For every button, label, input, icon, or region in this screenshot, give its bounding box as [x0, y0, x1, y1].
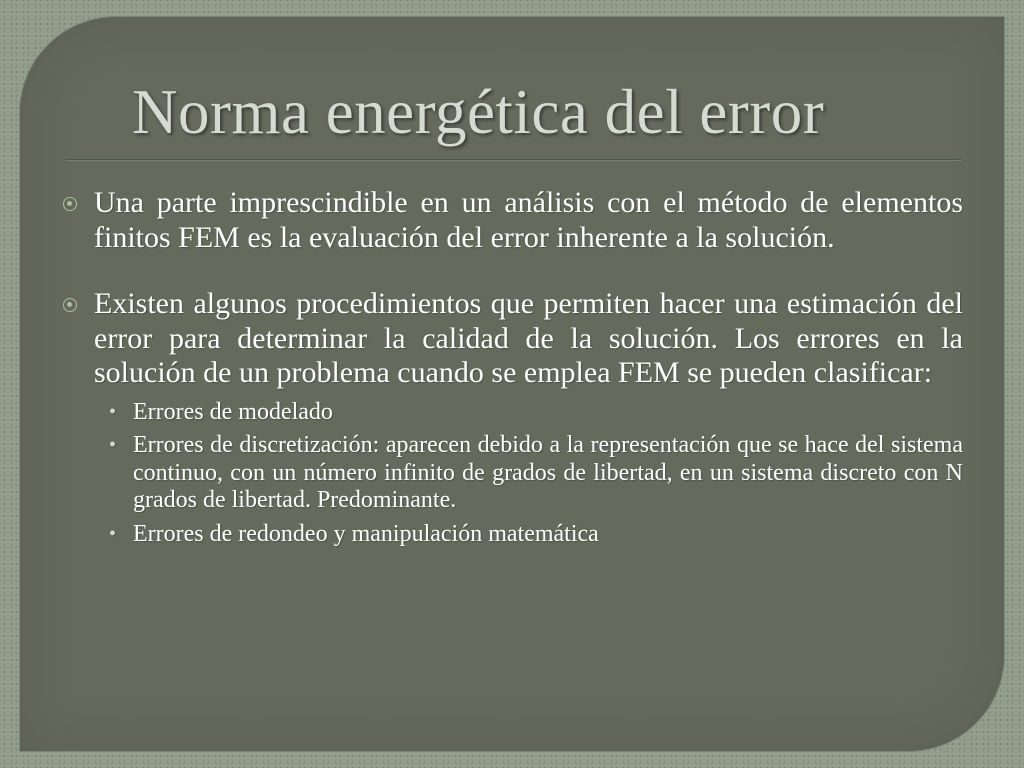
bullet-item — [94, 186, 963, 255]
dot-bullet-icon: • — [109, 400, 117, 423]
dot-bullet-icon: • — [109, 434, 117, 456]
sub-bullet-item — [109, 398, 963, 427]
bullet-item — [94, 287, 963, 391]
bullet-text: Existen algunos procedimientos que permiten hacer una estimación del error para determinar la calidad de la solución. Los errores en la solución de un problema cuando se emplea FEM se pueden clasificar: — [94, 287, 963, 389]
circle-bullet-icon — [63, 298, 77, 312]
dot-bullet-icon: • — [109, 522, 117, 545]
sub-bullet-item — [109, 520, 963, 549]
sub-bullet-text: Errores de redondeo y manipulación matemática — [133, 520, 599, 547]
sub-bullet-text: Errores de modelado — [133, 398, 333, 425]
bullet-text: Una parte imprescindible en un análisis con el método de elementos finitos FEM es la evaluación del error inherente a la solución. — [94, 186, 963, 254]
slide-title: Norma energética del error — [132, 77, 825, 147]
title-divider — [66, 159, 962, 160]
sub-bullet-item — [109, 432, 963, 515]
sub-bullet-list — [94, 399, 963, 549]
circle-bullet-icon — [63, 197, 77, 211]
slide-content — [94, 186, 963, 554]
sub-bullet-text: Errores de discretización: aparecen debido a la representación que se hace del sistema continuo, con un número infinito de grados de libertad, en un sistema discreto con N grados de libertad. Predominante. — [133, 432, 963, 513]
